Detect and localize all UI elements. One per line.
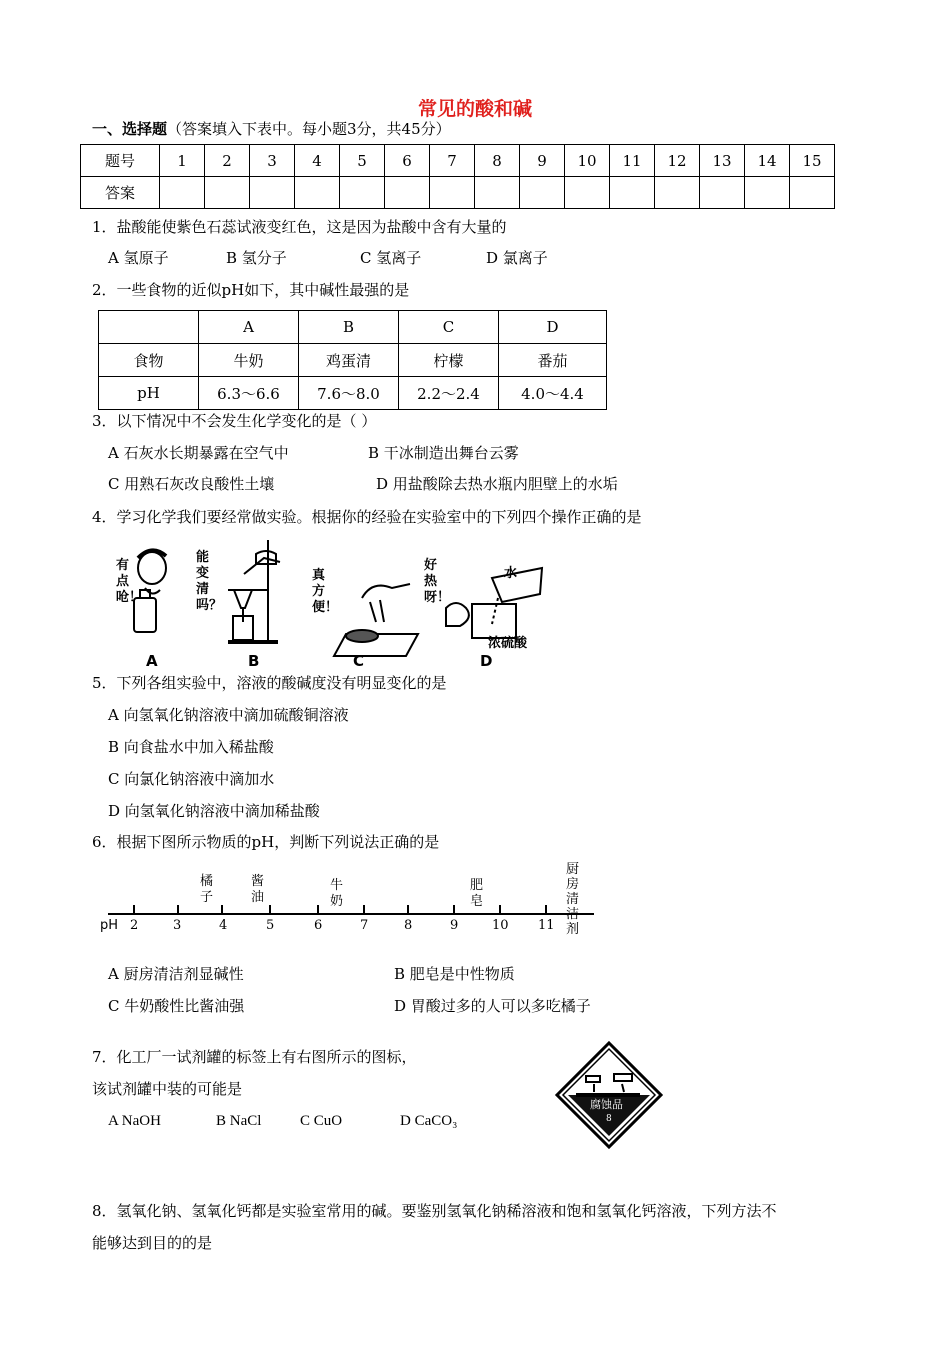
q1-option-d: D 氯离子 [486, 249, 548, 267]
q3-option-b: B 干冰制造出舞台云雾 [368, 444, 519, 462]
ph-scale-figure [100, 862, 600, 942]
ph-tick-label: 4 [219, 918, 228, 933]
table-row [99, 344, 607, 377]
caption-b: B [248, 652, 260, 670]
ph-tick-label: 10 [492, 918, 509, 933]
ph-tick-label: 9 [450, 918, 459, 933]
q4-stem: 4．学习化学我们要经常做实验。根据你的经验在实验室中的下列四个操作正确的是 [92, 508, 642, 526]
table-cell: 牛奶 [199, 344, 299, 377]
answer-cell[interactable] [340, 177, 385, 209]
answer-table-number-row [81, 145, 835, 177]
table-header-row [99, 311, 607, 344]
caption-c: C [353, 652, 365, 670]
question-number: 2 [205, 145, 250, 177]
food-ph-table [98, 310, 607, 410]
sign-number: 8 [606, 1114, 612, 1124]
q7-stem-line2: 该试剂罐中装的可能是 [92, 1080, 243, 1098]
table-cell: 7.6～8.0 [299, 377, 399, 410]
page-title: 常见的酸和碱 [417, 98, 532, 120]
caption-d: D [480, 652, 493, 670]
answer-cell[interactable] [475, 177, 520, 209]
answer-cell[interactable] [520, 177, 565, 209]
lab-operations-figure [100, 538, 560, 670]
substance-soap: 肥皂 [470, 878, 484, 909]
q5-stem: 5．下列各组实验中，溶液的酸碱度没有明显变化的是 [92, 674, 447, 692]
water-label: 水 [504, 566, 518, 581]
q3-option-d: D 用盐酸除去热水瓶内胆壁上的水垢 [376, 475, 618, 493]
answer-cell[interactable] [745, 177, 790, 209]
table-cell: 鸡蛋清 [299, 344, 399, 377]
sign-text: 腐蚀品 [590, 1098, 623, 1111]
substance-milk: 牛奶 [330, 878, 344, 909]
substance-kitchen-cleaner: 厨房清洁剂 [566, 862, 580, 937]
answer-cell[interactable] [610, 177, 655, 209]
q3-stem: 3．以下情况中不会发生化学变化的是（ ） [92, 412, 377, 430]
q8-line2: 能够达到目的的是 [92, 1234, 213, 1252]
section-note: （答案填入下表中。每小题3分，共45分） [167, 120, 451, 138]
q6-option-c: C 牛奶酸性比酱油强 [108, 997, 245, 1015]
table-cell: 6.3～6.6 [199, 377, 299, 410]
answer-table [80, 144, 835, 209]
corrosive-sign [554, 1040, 664, 1150]
section-heading [92, 119, 451, 139]
table-cell: B [299, 311, 399, 344]
q3-option-c: C 用熟石灰改良酸性土壤 [108, 475, 275, 493]
question-number: 3 [250, 145, 295, 177]
answer-cell[interactable] [430, 177, 475, 209]
q6-option-d: D 胃酸过多的人可以多吃橘子 [394, 997, 591, 1015]
q8-line1: 8．氢氧化钠、氢氧化钙都是实验室常用的碱。要鉴别氢氧化钠稀溶液和饱和氢氧化钙溶液，下列方法不 [92, 1202, 777, 1220]
ph-tick-label: 8 [404, 918, 413, 933]
ph-tick-label: 11 [538, 918, 555, 933]
table-cell: pH [99, 377, 199, 410]
answer-cell[interactable] [385, 177, 430, 209]
q3-option-a: A 石灰水长期暴露在空气中 [108, 444, 289, 462]
substance-soy-sauce: 酱油 [251, 874, 265, 905]
table-cell: 4.0～4.4 [499, 377, 607, 410]
question-number: 15 [790, 145, 835, 177]
caption-a: A [146, 652, 158, 670]
q6-option-b: B 肥皂是中性物质 [394, 965, 515, 983]
question-number: 13 [700, 145, 745, 177]
ph-tick-label: 6 [314, 918, 323, 933]
q1-stem: 1．盐酸能使紫色石蕊试液变红色，这是因为盐酸中含有大量的 [92, 218, 507, 236]
q5-option-d: D 向氢氧化钠溶液中滴加稀盐酸 [108, 802, 320, 820]
ph-tick-label: 3 [173, 918, 182, 933]
substance-orange: 橘子 [200, 874, 214, 905]
q6-stem: 6．根据下图所示物质的pH，判断下列说法正确的是 [92, 833, 440, 851]
question-number: 11 [610, 145, 655, 177]
ph-tick-label: 7 [360, 918, 369, 933]
answer-table-label: 答案 [81, 177, 160, 209]
question-number: 10 [565, 145, 610, 177]
answer-cell[interactable] [160, 177, 205, 209]
table-cell [99, 311, 199, 344]
corrosive-icon [554, 1040, 664, 1150]
q7-stem-line1: 7．化工厂一试剂罐的标签上有右图所示的图标， [92, 1048, 417, 1066]
answer-cell[interactable] [565, 177, 610, 209]
answer-cell[interactable] [790, 177, 835, 209]
answer-cell[interactable] [700, 177, 745, 209]
table-cell: 番茄 [499, 344, 607, 377]
acid-label: 浓硫酸 [488, 636, 528, 651]
q7-option-a: A NaOH [108, 1113, 161, 1129]
question-number: 4 [295, 145, 340, 177]
answer-cell[interactable] [295, 177, 340, 209]
bubble-d: 好热呀！ [424, 558, 451, 605]
answer-cell[interactable] [205, 177, 250, 209]
q5-option-a: A 向氢氧化钠溶液中滴加硫酸铜溶液 [108, 706, 349, 724]
q2-stem: 2．一些食物的近似pH如下，其中碱性最强的是 [92, 281, 410, 299]
question-number: 12 [655, 145, 700, 177]
question-number: 5 [340, 145, 385, 177]
ph-tick-label: 2 [130, 918, 139, 933]
question-number: 6 [385, 145, 430, 177]
answer-table-label: 题号 [81, 145, 160, 177]
question-number: 1 [160, 145, 205, 177]
q5-option-b: B 向食盐水中加入稀盐酸 [108, 738, 274, 756]
q1-option-a: A 氢原子 [108, 249, 169, 267]
answer-cell[interactable] [655, 177, 700, 209]
answer-table-answer-row [81, 177, 835, 209]
ph-axis-label: pH [100, 918, 119, 933]
table-row [99, 377, 607, 410]
table-cell: C [399, 311, 499, 344]
table-cell: 2.2～2.4 [399, 377, 499, 410]
table-cell: A [199, 311, 299, 344]
table-cell: 柠檬 [399, 344, 499, 377]
bubble-b: 能变清吗？ [196, 550, 223, 613]
question-number: 14 [745, 145, 790, 177]
q7-option-c: C CuO [300, 1113, 343, 1129]
bubble-c: 真方便！ [312, 568, 339, 615]
question-number: 7 [430, 145, 475, 177]
section-label: 一、选择题 [92, 120, 168, 138]
ph-tick-label: 5 [266, 918, 275, 933]
q6-option-a: A 厨房清洁剂显碱性 [108, 965, 244, 983]
bubble-a: 有点呛！ [116, 558, 143, 605]
q7-option-d: D CaCO₃ [400, 1113, 458, 1129]
question-number: 9 [520, 145, 565, 177]
question-number: 8 [475, 145, 520, 177]
table-cell: D [499, 311, 607, 344]
answer-cell[interactable] [250, 177, 295, 209]
table-cell: 食物 [99, 344, 199, 377]
q7-option-b: B NaCl [216, 1113, 262, 1129]
q1-option-c: C 氢离子 [360, 249, 422, 267]
q5-option-c: C 向氯化钠溶液中滴加水 [108, 770, 275, 788]
q1-option-b: B 氢分子 [226, 249, 287, 267]
